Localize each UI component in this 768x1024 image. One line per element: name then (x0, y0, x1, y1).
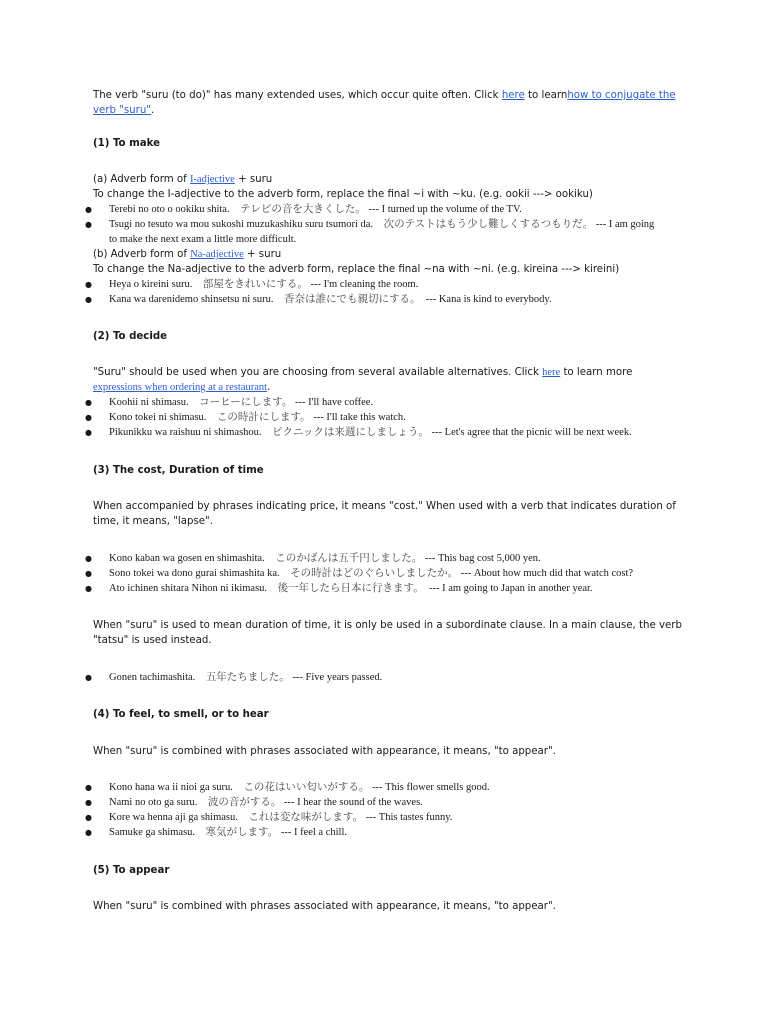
japanese: 後一年したら日本に行きます。 (277, 583, 424, 594)
list-item (109, 810, 669, 825)
japanese: 寒気がします。 (205, 827, 279, 838)
translation: --- Kana is kind to everybody. (425, 294, 552, 305)
translation: --- This flower smells good. (372, 782, 490, 793)
intro-text-mid: to learn (524, 90, 568, 101)
i-adjective-description: To change the I-adjective to the adverb form, replace the final ~i with ~ku. (e.g. ookii ---> ookiku) (93, 189, 593, 200)
translation: --- This bag cost 5,000 yen. (424, 553, 541, 564)
japanese: コーヒーにします。 (199, 397, 293, 408)
japanese: 香奈は誰にでも親切にする。 (283, 294, 421, 305)
bullet-icon: ● (85, 295, 92, 304)
decide-text: "Suru" should be used when you are choosing from several available alternatives. Click (93, 367, 543, 378)
feel-description: When "suru" is combined with phrases associated with appearance, it means, "to appear". (93, 746, 556, 757)
japanese: このかばんは五千円しました。 (275, 553, 423, 564)
romaji: Koohii ni shimasu. (109, 397, 189, 408)
here-link-restaurant[interactable]: here (542, 367, 561, 378)
translation: --- About how much did that watch cost? (460, 568, 634, 579)
list-item (109, 780, 669, 795)
romaji: Pikunikku wa raishuu ni shimashou. (109, 427, 262, 438)
intro-paragraph (93, 88, 683, 118)
romaji: Gonen tachimashita. (109, 672, 196, 683)
translation: --- I am going to make the next exam a little more difficult. (109, 219, 655, 245)
list-item (109, 410, 669, 425)
subheading-prefix: (a) Adverb form of (93, 174, 190, 185)
romaji: Kono hana wa ii nioi ga suru. (109, 782, 233, 793)
bullet-icon: ● (85, 398, 92, 407)
i-adjective-subheading (93, 172, 683, 187)
japanese: この花はいい匂いがする。 (243, 782, 370, 793)
bullet-icon: ● (85, 828, 92, 837)
translation: --- I hear the sound of the waves. (284, 797, 423, 808)
translation: --- Let's agree that the picnic will be next week. (431, 427, 632, 438)
section-heading-to-decide: (2) To decide (93, 331, 168, 342)
list-item (109, 566, 669, 581)
romaji: Kore wa henna aji ga shimasu. (109, 812, 238, 823)
na-adjective-link[interactable]: Na-adjective (190, 249, 244, 260)
translation: --- I feel a chill. (280, 827, 347, 838)
romaji: Terebi no oto o ookiku shita. (109, 204, 230, 215)
section-heading-cost-duration: (3) The cost, Duration of time (93, 465, 264, 476)
intro-text-end: . (150, 105, 155, 116)
appear-description: When "suru" is combined with phrases associated with appearance, it means, "to appear". (93, 901, 556, 912)
japanese: その時計はどのぐらいしましたか。 (290, 568, 459, 579)
translation: --- I am going to Japan in another year. (428, 583, 593, 594)
bullet-icon: ● (85, 280, 92, 289)
decide-text-mid: to learn more (560, 367, 633, 378)
conjugate-suru-link[interactable]: how to conjugate the verb "suru" (93, 90, 676, 116)
bullet-icon: ● (85, 428, 92, 437)
bullet-icon: ● (85, 584, 92, 593)
list-item (109, 202, 669, 217)
list-item (109, 551, 669, 566)
list-item (109, 395, 669, 410)
translation: --- I'll take this watch. (313, 412, 406, 423)
translation: --- I turned up the volume of the TV. (368, 204, 522, 215)
subheading-prefix: (b) Adverb form of (93, 249, 191, 260)
list-item (109, 670, 669, 685)
decide-description (93, 365, 653, 395)
japanese: 次のテストはもう少し難しくするつもりだ。 (383, 219, 594, 230)
romaji: Sono tokei wa dono gurai shimashita ka. (109, 568, 280, 579)
bullet-icon: ● (85, 220, 92, 229)
bullet-icon: ● (85, 813, 92, 822)
romaji: Kono kaban wa gosen en shimashita. (109, 553, 265, 564)
bullet-icon: ● (85, 798, 92, 807)
translation: --- Five years passed. (292, 672, 383, 683)
subheading-suffix: + suru (243, 249, 282, 260)
section-heading-to-make: (1) To make (93, 138, 160, 149)
japanese: テレビの音を大きくした。 (240, 204, 366, 215)
romaji: Kono tokei ni shimasu. (109, 412, 207, 423)
japanese: これは変な味がします。 (248, 812, 364, 823)
subheading-suffix: + suru (234, 174, 273, 185)
restaurant-expressions-link[interactable]: expressions when ordering at a restaurant (93, 382, 268, 393)
bullet-icon: ● (85, 783, 92, 792)
bullet-icon: ● (85, 673, 92, 682)
list-item (109, 581, 669, 596)
duration-description: When "suru" is used to mean duration of time, it is only be used in a subordinate clause. In a main clause, the verb "tatsu" is used instead. (93, 620, 682, 646)
translation: --- This tastes funny. (365, 812, 453, 823)
i-adjective-link[interactable]: I-adjective (189, 174, 235, 185)
list-item (109, 795, 669, 810)
section-heading-to-appear: (5) To appear (93, 865, 170, 876)
list-item (109, 277, 669, 292)
na-adjective-subheading (93, 247, 683, 262)
list-item (109, 825, 669, 840)
japanese: この時計にします。 (216, 412, 311, 423)
intro-text: The verb "suru (to do)" has many extended uses, which occur quite often. Click (93, 90, 502, 101)
romaji: Nami no oto ga suru. (109, 797, 198, 808)
cost-description: When accompanied by phrases indicating price, it means "cost." When used with a verb that indicates duration of time, it means, "lapse". (93, 501, 676, 527)
romaji: Ato ichinen shitara Nihon ni ikimasu. (109, 583, 268, 594)
list-item (109, 217, 659, 247)
japanese: ピクニックは来週にしましょう。 (272, 427, 429, 438)
japanese: 五年たちました。 (205, 672, 290, 683)
romaji: Kana wa darenidemo shinsetsu ni suru. (109, 294, 274, 305)
translation: --- I'll have coffee. (295, 397, 374, 408)
japanese: 部屋をきれいにする。 (202, 279, 308, 290)
bullet-icon: ● (85, 205, 92, 214)
bullet-icon: ● (85, 554, 92, 563)
romaji: Tsugi no tesuto wa mou sukoshi muzukashiku suru tsumori da. (109, 219, 374, 230)
section-heading-feel-smell-hear: (4) To feel, to smell, or to hear (93, 709, 269, 720)
romaji: Samuke ga shimasu. (109, 827, 196, 838)
na-adjective-description: To change the Na-adjective to the adverb form, replace the final ~na with ~ni. (e.g. kireina ---> kireini) (93, 264, 620, 275)
japanese: 波の音がする。 (207, 797, 282, 808)
list-item (109, 292, 669, 307)
translation: --- I'm cleaning the room. (310, 279, 419, 290)
bullet-icon: ● (85, 413, 92, 422)
here-link[interactable]: here (501, 90, 525, 101)
decide-text-end: . (267, 382, 271, 393)
romaji: Heya o kireini suru. (109, 279, 193, 290)
bullet-icon: ● (85, 569, 92, 578)
list-item (109, 425, 669, 440)
